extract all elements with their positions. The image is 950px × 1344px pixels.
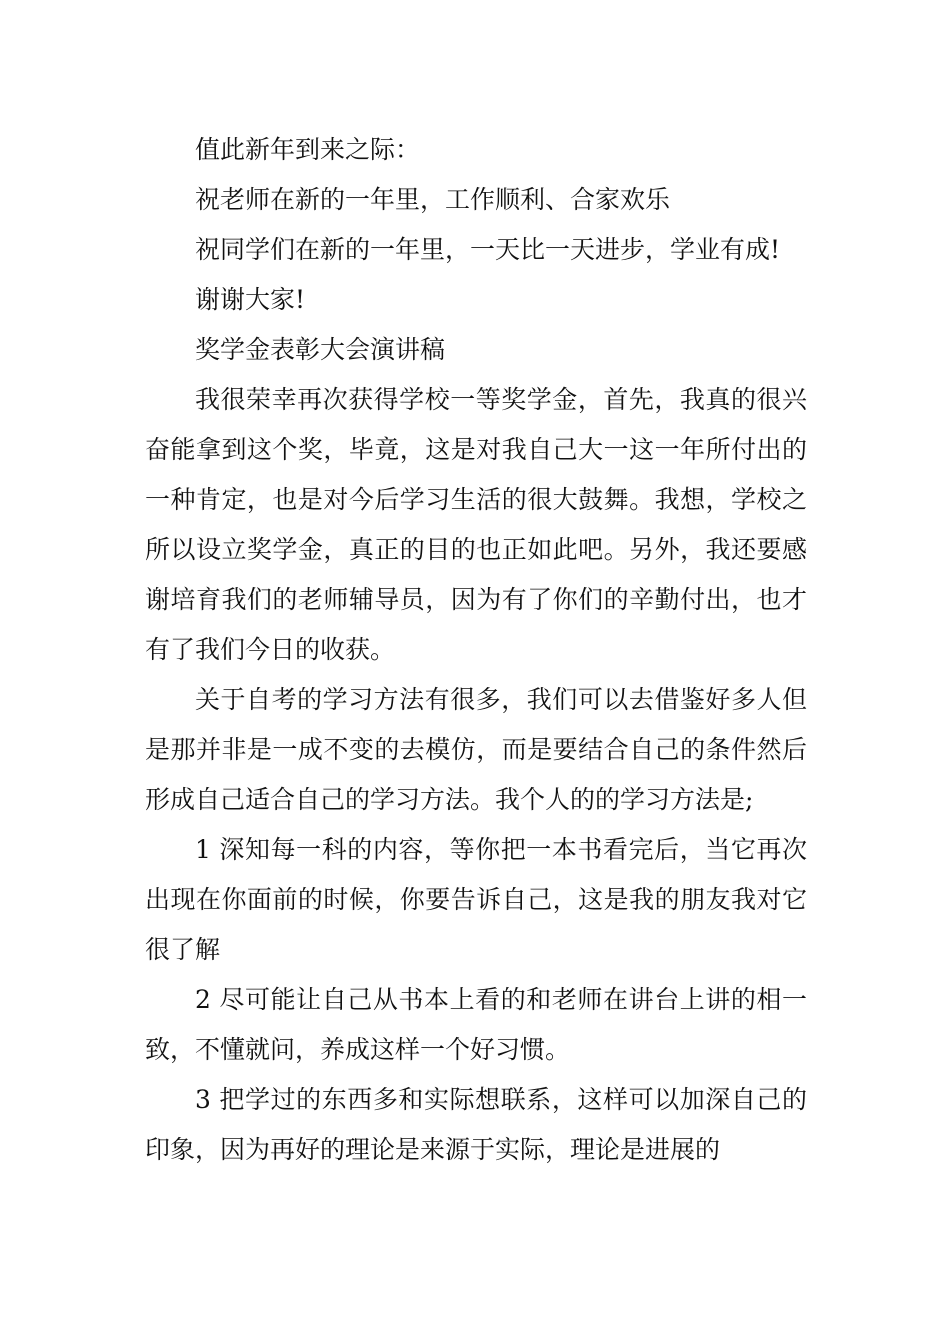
- section-title: 奖学金表彰大会演讲稿: [195, 335, 446, 364]
- list-item-method-1: 1 深知每一科的内容，等你把一本书看完后，当它再次出现在你面前的时候，你要告诉自己，这是我的朋友我对它很了解: [145, 835, 807, 964]
- paragraph-study-methods: 关于自考的学习方法有很多，我们可以去借鉴好多人但是那并非是一成不变的去模仿，而是要结合自己的条件然后形成自己适合自己的学习方法。我个人的的学习方法是;: [145, 685, 807, 814]
- paragraph-wish-teachers: 祝老师在新的一年里，工作顺利、合家欢乐: [195, 185, 671, 214]
- paragraph-thanks: 谢谢大家!: [195, 285, 306, 314]
- paragraph-greeting-intro: 值此新年到来之际：: [195, 135, 421, 164]
- paragraph-wish-students: 祝同学们在新的一年里，一天比一天进步，学业有成!: [195, 235, 781, 264]
- list-item-method-3: 3 把学过的东西多和实际想联系，这样可以加深自己的印象，因为再好的理论是来源于实际，理论是进展的: [145, 1085, 807, 1164]
- paragraph-honor: 我很荣幸再次获得学校一等奖学金，首先，我真的很兴奋能拿到这个奖，毕竟，这是对我自己大一这一年所付出的一种肯定，也是对今后学习生活的很大鼓舞。我想，学校之所以设立奖学金，真正的目的也正如此吧。另外，我还要感谢培育我们的老师辅导员，因为有了你们的辛勤付出，也才有了我们今日的收获。: [145, 385, 807, 664]
- list-item-method-2: 2 尽可能让自己从书本上看的和老师在讲台上讲的相一致，不懂就问，养成这样一个好习惯。: [145, 985, 807, 1064]
- document-body: [145, 125, 807, 1175]
